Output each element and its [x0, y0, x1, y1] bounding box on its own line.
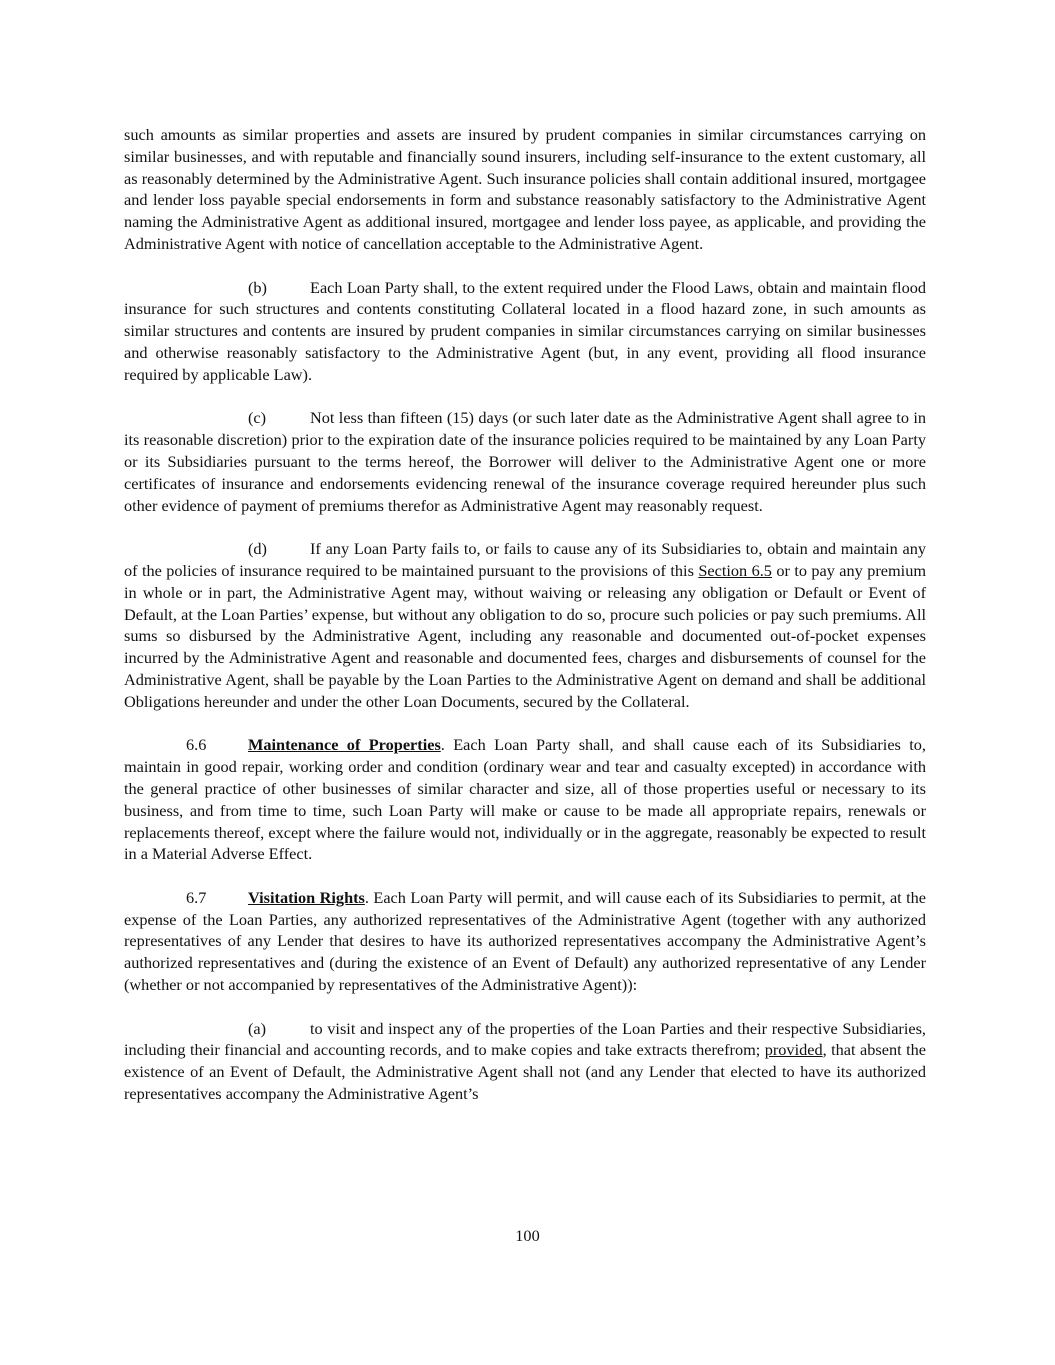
clause-a-text-2: , that absent the existence of an Event of Default, the Administrative Agent shall not (and any Lender that elected to have its authorized representatives accompany the Administrative Agent’s	[124, 1040, 926, 1104]
clause-c-label: (c)	[248, 408, 267, 428]
clause-a-text-1: to visit and inspect any of the properties of the Loan Parties and their respective Subsidiaries, including their financial and accounting records, and to make copies and take extracts therefrom;	[124, 1018, 926, 1060]
clause-b	[124, 277, 926, 386]
clause-d-text-1: If any Loan Party fails to, or fails to cause any of its Subsidiaries to, obtain and maintain any of the policies of insurance required to be maintained pursuant to the provisions of this	[124, 539, 926, 580]
section-6-7-number: 6.7	[186, 887, 207, 907]
section-6-7-heading: Visitation Rights	[248, 887, 365, 907]
section-6-6-number: 6.6	[186, 735, 207, 755]
page-number: 100	[515, 1226, 540, 1245]
provided-term: provided	[764, 1040, 823, 1060]
section-6-6	[124, 734, 926, 865]
clause-a	[124, 1018, 926, 1105]
document-page	[124, 124, 926, 1127]
section-6-7-text: . Each Loan Party will permit, and will cause each of its Subsidiaries to permit, at the expense of the Loan Parties, any authorized representatives of the Administrative Agent (together with any authorized representatives of any Lender that desires to have its authorized representatives accompany the Administrative Agent’s authorized representatives and (during the existence of an Event of Default) any authorized representative of any Lender (whether or not accompanied by representatives of the Administrative Agent)):	[124, 887, 926, 995]
clause-d-text-2: or to pay any premium in whole or in part, the Administrative Agent may, without waiving or releasing any obligation or Default or Event of Default, at the Loan Parties’ expense, but without any obligation to do so, procure such policies or pay such premiums. All sums so disbursed by the Administrative Agent, including any reasonable and documented out-of-pocket expenses incurred by the Administrative Agent and reasonable and documented fees, charges and disbursements of counsel for the Administrative Agent, shall be payable by the Loan Parties to the Administrative Agent on demand and shall be additional Obligations hereunder and under the other Loan Documents, secured by the Collateral.	[124, 560, 927, 711]
clause-a-label: (a)	[248, 1018, 267, 1038]
clause-b-label: (b)	[248, 277, 267, 297]
clause-c-text: Not less than fifteen (15) days (or such later date as the Administrative Agent shall agree to in its reasonable discretion) prior to the expiration date of the insurance policies required to be maintained by any Loan Party or its Subsidiaries pursuant to the terms hereof, the Borrower will deliver to the Administrative Agent one or more certificates of insurance and endorsements evidencing renewal of the insurance coverage required hereunder plus such other evidence of payment of premiums therefor as Administrative Agent may reasonably request.	[124, 408, 926, 515]
clause-c	[124, 407, 926, 516]
section-reference: Section 6.5	[698, 560, 772, 580]
section-6-7	[124, 887, 926, 996]
clause-d-label: (d)	[248, 539, 267, 559]
section-6-6-heading: Maintenance of Properties	[248, 735, 441, 755]
paragraph-insurance-continuation: such amounts as similar properties and assets are insured by prudent companies in similar circumstances carrying on similar businesses, and with reputable and financially sound insurers, including self-insurance to the extent customary, all as reasonably determined by the Administrative Agent. Such insurance policies shall contain additional insured, mortgagee and lender loss payable special endorsements in form and substance reasonably satisfactory to the Administrative Agent naming the Administrative Agent as additional insured, mortgagee and lender loss payee, as applicable, and providing the Administrative Agent with notice of cancellation acceptable to the Administrative Agent.	[124, 125, 926, 253]
section-6-6-text: . Each Loan Party shall, and shall cause each of its Subsidiaries to, maintain in good repair, working order and condition (ordinary wear and tear and casualty excepted) in accordance with the general practice of other businesses of similar character and size, all of those properties useful or necessary to its business, and from time to time, such Loan Party will make or cause to be made all appropriate repairs, renewals or replacements thereof, except where the failure would not, individually or in the aggregate, reasonably be expected to result in a Material Adverse Effect.	[124, 735, 926, 864]
clause-b-text: Each Loan Party shall, to the extent required under the Flood Laws, obtain and maintain flood insurance for such structures and contents constituting Collateral located in a flood hazard zone, in such amounts as similar structures and contents are insured by prudent companies in similar circumstances carrying on similar businesses and otherwise reasonably satisfactory to the Administrative Agent (but, in any event, providing all flood insurance required by applicable Law).	[124, 277, 926, 384]
clause-d	[124, 538, 926, 712]
